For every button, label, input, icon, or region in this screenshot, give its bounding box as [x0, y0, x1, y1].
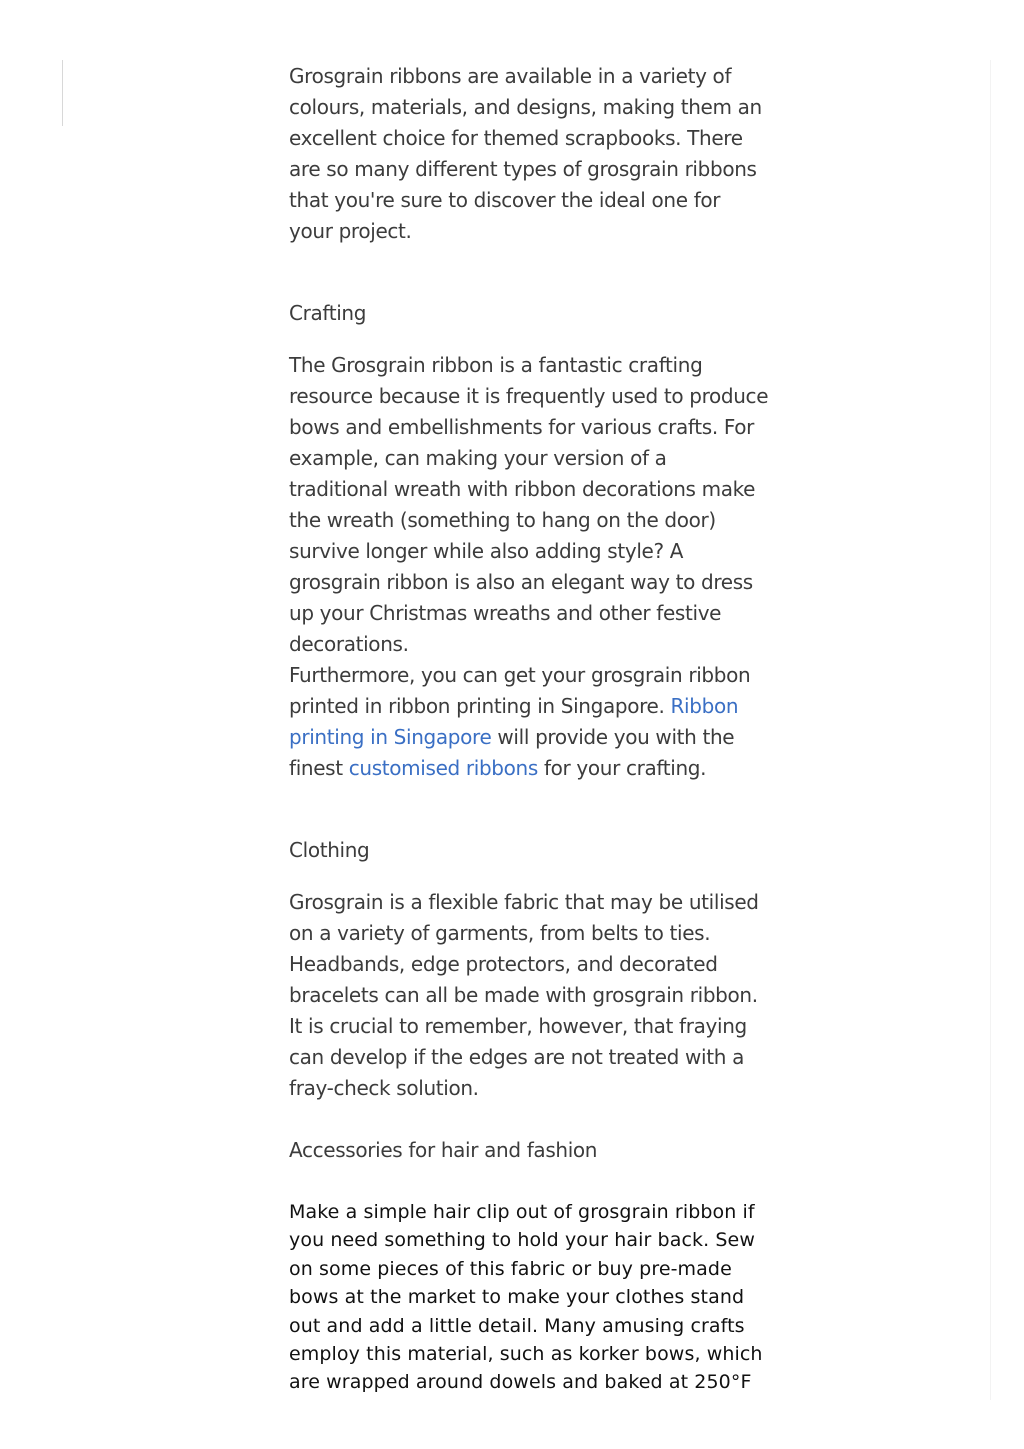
- section-heading-crafting: Crafting: [289, 301, 367, 325]
- crafting-text-mid: will provide you with the finest: [289, 725, 735, 780]
- section-heading-accessories: Accessories for hair and fashion: [289, 1138, 598, 1162]
- accessories-paragraph: Make a simple hair clip out of grosgrain ribbon if you need something to hold your hair back. Sew on some pieces of this fabric or buy pre-made bows at the market to make your clothes stand out and add a little detail. Many amusing crafts employ this material, such as korker bows, which are wrapped around dowels and baked at 250°F: [289, 1201, 763, 1394]
- crafting-text-end: for your crafting.: [537, 756, 707, 780]
- ribbon-printing-link[interactable]: Ribbon printing in Singapore: [289, 694, 739, 749]
- crafting-paragraph-2: [289, 660, 769, 784]
- customised-ribbons-link[interactable]: customised ribbons: [348, 756, 538, 780]
- article-body: [289, 61, 769, 1397]
- clothing-paragraph: Grosgrain is a flexible fabric that may be utilised on a variety of garments, from belts to ties. Headbands, edge protectors, and decorated bracelets can all be made with grosgrain ribbon. It is crucial to remember, however, that fraying can develop if the edges are not treated with a fray-check solution.: [289, 890, 759, 1100]
- section-heading-clothing: Clothing: [289, 838, 370, 862]
- crafting-paragraph: The Grosgrain ribbon is a fantastic crafting resource because it is frequently used to produce bows and embellishments for various crafts. For example, can making your version of a traditional wreath with ribbon decorations make the wreath (something to hang on the door) survive longer while also adding style? A grosgrain ribbon is also an elegant way to dress up your Christmas wreaths and other festive decorations.: [289, 353, 769, 656]
- intro-paragraph: Grosgrain ribbons are available in a variety of colours, materials, and designs, making them an excellent choice for themed scrapbooks. There are so many different types of grosgrain ribbons that you're sure to discover the ideal one for your project.: [289, 64, 762, 243]
- page-edge-line: [62, 60, 63, 126]
- page-edge-line-right: [990, 60, 991, 1400]
- crafting-text-start: Furthermore, you can get your grosgrain ribbon printed in ribbon printing in Singapore.: [289, 663, 751, 718]
